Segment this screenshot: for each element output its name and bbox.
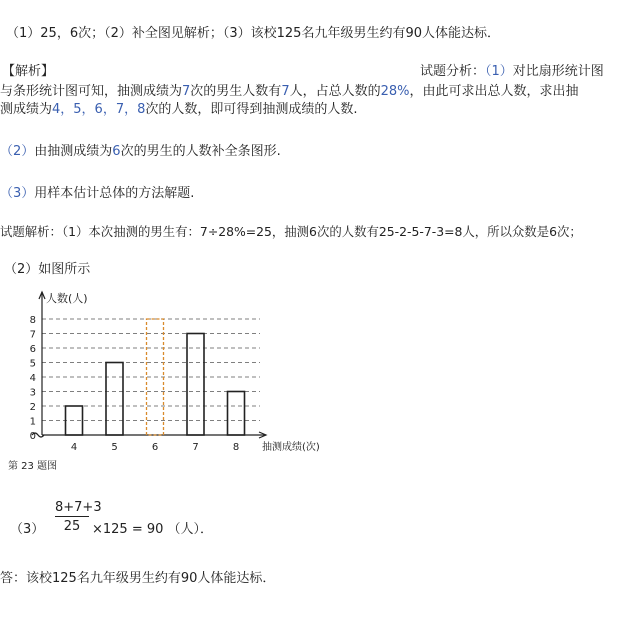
text-segment: 次的人数，即可得到抽测成绩的人数. [145,102,358,117]
analysis-p2 [0,140,281,159]
text-segment: 由抽测成绩为 [34,144,113,159]
fraction [55,500,102,534]
analysis-heading: 【解析】 [2,64,55,79]
analysis-p1-text-a: 对比扇形统计图 [512,64,604,79]
y-tick-label: 5 [29,358,36,370]
answer-line: （1）25，6次；（2）补全图见解析；（3）该校125名九年级男生约有90人体能达标． [6,26,500,41]
highlight-number: 7 [182,84,191,99]
solution-line1: 试题解析：（1）本次抽测的男生有：7÷28%=25，抽测6次的人数有25-2-5-7-3=8人，所以众数是6次； [0,224,582,239]
highlight-number: 6 [112,144,121,159]
fraction-denominator: 25 [63,519,81,534]
final-answer: 答：该校125名九年级男生约有90人体能达标． [0,571,276,586]
y-tick-label: 8 [29,315,36,326]
y-tick-label: 3 [29,387,36,399]
y-tick-label: 4 [29,373,36,384]
text-segment: 人，占总人数的 [289,84,381,99]
x-tick-label: 6 [151,442,159,453]
analysis-p1-line2 [0,80,579,99]
part3-label: （3） [10,522,45,537]
highlight-number: 7 [281,84,290,99]
bar [106,363,123,436]
highlight-number: 4，5，6，7，8 [52,102,146,117]
text-segment: 次的男生的人数补全条图形. [120,144,281,159]
bar [228,392,245,436]
analysis-p2-number: （2） [0,144,35,159]
x-tick-label: 8 [232,442,240,453]
x-axis-label: 抽测成绩(次) [262,442,320,453]
y-tick-label: 7 [29,329,36,341]
text-segment: 用样本估计总体的方法解题. [34,186,195,201]
y-tick-label: 6 [29,344,36,355]
analysis-p1-line3 [0,98,358,117]
analysis-label: 试题分析： [420,64,486,79]
part3-result: ×125 = 90 （人）． [92,522,214,537]
bar [187,334,204,436]
analysis-label-group [420,60,604,79]
bar-chart [8,290,340,480]
analysis-p1-number: （1） [485,64,513,79]
x-tick-label: 4 [70,442,78,453]
text-segment: 测成绩为 [0,102,53,117]
fraction-numerator: 8+7+3 [55,500,102,515]
solution-line2: （2）如图所示 [4,262,91,277]
text-segment: 次的男生人数有 [190,84,282,99]
y-axis-label: 人数(人) [46,292,88,305]
y-tick-label: 2 [29,402,36,413]
x-tick-label: 5 [111,442,118,453]
analysis-p3 [0,182,194,201]
chart-caption: 第 23 题图 [8,461,58,472]
y-tick-label: 0 [29,431,36,442]
text-segment: ，由此可求出总人数，求出抽 [409,84,579,99]
text-segment: 与条形统计图可知，抽测成绩为 [0,84,183,99]
analysis-p3-number: （3） [0,186,35,201]
y-tick-label: 1 [29,416,36,428]
highlight-number: 28% [380,84,410,99]
x-tick-label: 7 [192,442,199,453]
